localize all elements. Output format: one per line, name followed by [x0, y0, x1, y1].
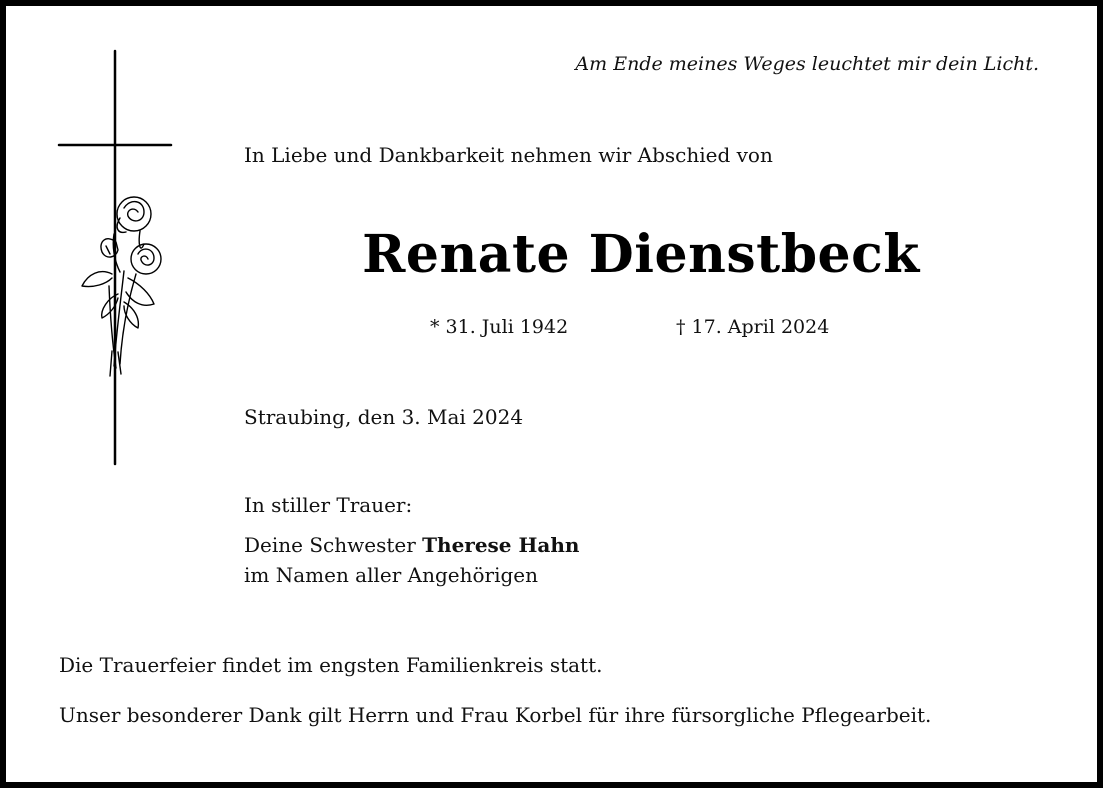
mourning-heading: In stiller Trauer:: [244, 493, 413, 517]
place-date: Straubing, den 3. Mai 2024: [244, 405, 524, 429]
birth-date: * 31. Juli 1942: [430, 316, 569, 338]
mourner-line: [244, 533, 579, 557]
family-line: im Namen aller Angehörigen: [244, 563, 539, 587]
mourner-relation: Deine Schwester: [244, 533, 423, 557]
death-date: † 17. April 2024: [676, 316, 830, 338]
funeral-note: Die Trauerfeier findet im engsten Familienkreis statt.: [59, 653, 603, 677]
mourner-name: Therese Hahn: [422, 533, 580, 557]
intro-text: In Liebe und Dankbarkeit nehmen wir Abschied von: [244, 143, 773, 167]
motto-text: Am Ende meines Weges leuchtet mir dein Licht.: [575, 53, 1039, 75]
thanks-note: Unser besonderer Dank gilt Herrn und Frau Korbel für ihre fürsorgliche Pflegearbeit.: [59, 703, 932, 727]
deceased-name: Renate Dienstbeck: [362, 224, 920, 285]
